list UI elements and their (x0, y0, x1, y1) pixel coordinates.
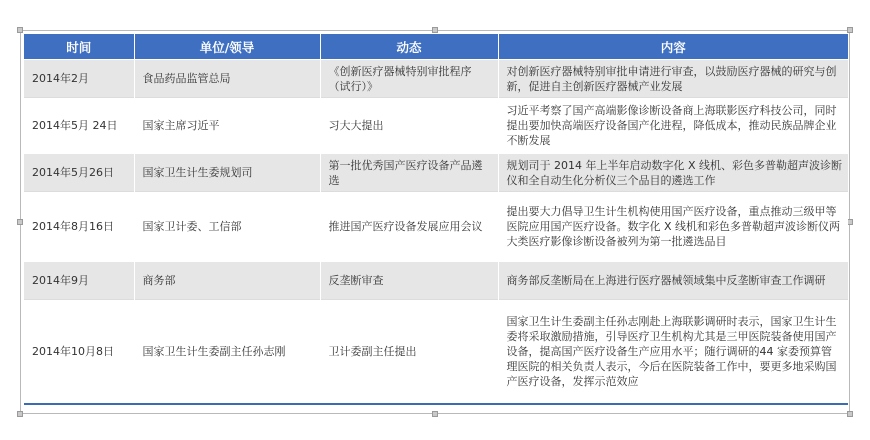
cell-time: 2014年8月16日 (24, 192, 134, 262)
cell-content: 对创新医疗器械特别审批申请进行审查，以鼓励医疗器械的研究与创新，促进自主创新医疗器械产业发展 (498, 60, 848, 98)
header-content: 内容 (498, 34, 848, 60)
header-time: 时间 (24, 34, 134, 60)
policy-timeline-table[interactable] (24, 34, 848, 405)
resize-handle-top-right[interactable] (847, 27, 853, 33)
cell-event: 第一批优秀国产医疗设备产品遴选 (320, 154, 498, 192)
cell-content: 提出要大力倡导卫生计生机构使用国产医疗设备，重点推动三级甲等医院应用国产医疗设备。数字化 X 线机和彩色多普勒超声波诊断仪两大类医疗影像诊断设备被列为第一批遴选品目 (498, 192, 848, 262)
table-row (24, 60, 848, 98)
table-row (24, 300, 848, 404)
cell-content: 商务部反垄断局在上海进行医疗器械领域集中反垄断审查工作调研 (498, 262, 848, 300)
resize-handle-bottom-right[interactable] (847, 411, 853, 417)
cell-event: 推进国产医疗设备发展应用会议 (320, 192, 498, 262)
table-row (24, 154, 848, 192)
resize-handle-top-left[interactable] (17, 27, 23, 33)
resize-handle-top-center[interactable] (432, 27, 438, 33)
cell-time: 2014年2月 (24, 60, 134, 98)
cell-event: 习大大提出 (320, 98, 498, 154)
cell-event: 《创新医疗器械特别审批程序（试行）》 (320, 60, 498, 98)
header-unit-leader: 单位/领导 (134, 34, 320, 60)
header-event: 动态 (320, 34, 498, 60)
cell-time: 2014年5月26日 (24, 154, 134, 192)
table-header-row (24, 34, 848, 60)
cell-unit: 食品药品监管总局 (134, 60, 320, 98)
table-row (24, 98, 848, 154)
resize-handle-middle-left[interactable] (17, 219, 23, 225)
cell-unit: 国家卫生计生委副主任孙志刚 (134, 300, 320, 404)
cell-content: 国家卫生计生委副主任孙志刚赴上海联影调研时表示，国家卫生计生委将采取激励措施，引导医疗卫生机构尤其是三甲医院装备使用国产设备，提高国产医疗设备生产应用水平；随行调研的44 家委预算管理医院的相关负责人表示，今后在医院装备工作中，要更多地采购国产医疗设备，发挥示范效应 (498, 300, 848, 404)
resize-handle-bottom-left[interactable] (17, 411, 23, 417)
cell-event: 卫计委副主任提出 (320, 300, 498, 404)
cell-content: 习近平考察了国产高端影像诊断设备商上海联影医疗科技公司，同时提出要加快高端医疗设备国产化进程，降低成本，推动民族品牌企业不断发展 (498, 98, 848, 154)
cell-content: 规划司于 2014 年上半年启动数字化 X 线机、彩色多普勒超声波诊断仪和全自动生化分析仪三个品目的遴选工作 (498, 154, 848, 192)
resize-handle-bottom-center[interactable] (432, 411, 438, 417)
cell-unit: 商务部 (134, 262, 320, 300)
cell-time: 2014年9月 (24, 262, 134, 300)
cell-event: 反垄断审查 (320, 262, 498, 300)
table-row (24, 192, 848, 262)
table-row (24, 262, 848, 300)
cell-time: 2014年5月 24日 (24, 98, 134, 154)
cell-unit: 国家卫生计生委规划司 (134, 154, 320, 192)
cell-time: 2014年10月8日 (24, 300, 134, 404)
cell-unit: 国家主席习近平 (134, 98, 320, 154)
cell-unit: 国家卫计委、工信部 (134, 192, 320, 262)
